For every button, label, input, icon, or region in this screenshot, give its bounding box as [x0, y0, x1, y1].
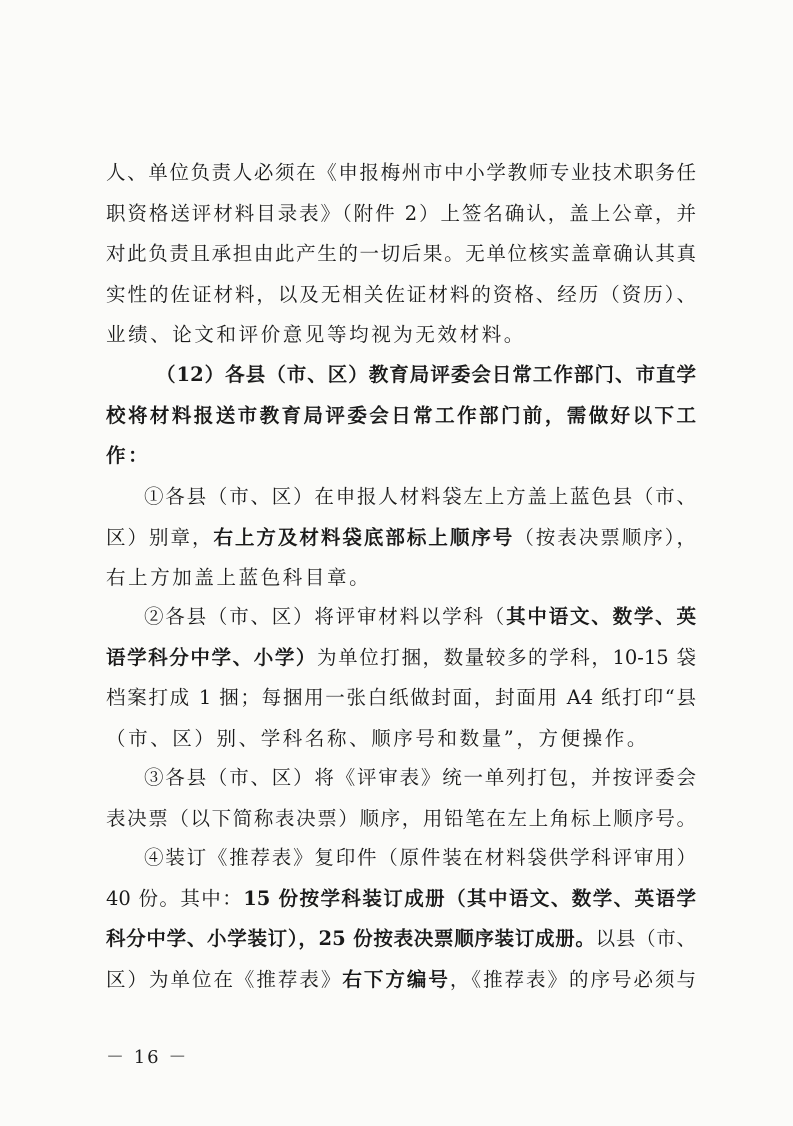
- text-run-bold: 15 份按学科装订成册（其中语文、数学、英语学: [243, 886, 696, 910]
- text-run: 业绩、论文和评价意见等均视为无效材料。: [106, 323, 526, 346]
- text-line: [106, 477, 696, 518]
- text-run: ④装订《推荐表》复印件（原件装在材料袋供学科评审用）: [144, 846, 696, 869]
- text-line: [106, 879, 696, 920]
- text-line: [106, 558, 696, 599]
- paragraph-step-1: [106, 477, 696, 599]
- text-run: 校将材料报送市教育局评委会日常工作部门前，需做好以下工: [106, 403, 696, 427]
- text-run: 人、单位负责人必须在《申报梅州市中小学教师专业技术职务任: [106, 161, 696, 184]
- text-run: （12）各县（市、区）教育局评委会日常工作部门、市直学: [156, 363, 696, 386]
- text-line: [106, 153, 696, 194]
- text-run: （按表决票顺序），: [514, 525, 696, 549]
- text-run: 档案打成 1 捆；每捆用一张白纸做封面，封面用 A4 纸打印“县: [106, 686, 696, 709]
- text-line: [106, 275, 696, 316]
- text-run: 区）为单位在《推荐表》: [106, 967, 343, 991]
- paragraph-step-2: [106, 597, 696, 759]
- text-line: [106, 436, 696, 477]
- text-run: ③各县（市、区）将《评审表》统一单列打包，并按评委会: [144, 766, 696, 789]
- text-run: 以县（市、: [595, 927, 696, 950]
- text-run: 表决票（以下简称表决票）顺序，用铅笔在左上角标上顺序号。: [106, 806, 696, 830]
- text-run: ，《推荐表》的序号必须与: [449, 967, 696, 991]
- text-run: ①各县（市、区）在申报人材料袋左上方盖上蓝色县（市、: [144, 485, 696, 508]
- text-run: 职资格送评材料目录表》（附件 2）上签名确认，盖上公章，并: [106, 201, 696, 225]
- text-run-bold: 科分中学、小学装订），25 份按表决票顺序装订成册。: [106, 927, 596, 950]
- text-run: ②各县（市、区）将评审材料以学科（: [144, 605, 507, 628]
- text-run: 40 份。其中：: [106, 886, 244, 910]
- page-number: － 16 －: [106, 1047, 189, 1068]
- text-run-bold: 右上方及材料袋底部标上顺序号: [213, 525, 515, 549]
- paragraph-item-12: [106, 355, 696, 477]
- text-run: 作：: [106, 444, 151, 467]
- text-line: [106, 234, 696, 275]
- text-line: [106, 960, 696, 1001]
- text-line: [106, 518, 696, 559]
- text-run: 区）别章，: [106, 525, 214, 549]
- text-line: [106, 719, 696, 760]
- text-line: [106, 919, 696, 960]
- text-line: [106, 638, 696, 679]
- text-line: [106, 758, 696, 799]
- text-line: [106, 315, 696, 356]
- text-run-bold: 其中语文、数学、英: [506, 605, 696, 628]
- text-run: 为单位打捆，数量较多的学科，10-15 袋: [317, 645, 696, 669]
- text-line: [106, 597, 696, 638]
- text-line: [106, 194, 696, 235]
- text-run-bold: 语学科分中学、小学）: [106, 645, 318, 669]
- text-line: [106, 355, 696, 396]
- text-line: [106, 799, 696, 840]
- text-run: （市、区）别、学科名称、顺序号和数量”，方便操作。: [106, 726, 649, 750]
- text-run: 对此负责且承担由此产生的一切后果。无单位核实盖章确认其真: [106, 242, 696, 265]
- text-run: 实性的佐证材料，以及无相关佐证材料的资格、经历（资历）、: [106, 282, 696, 306]
- text-run-bold: 右下方编号: [342, 967, 450, 991]
- paragraph-signature-requirement: [106, 153, 696, 356]
- text-line: [106, 678, 696, 719]
- text-line: [106, 838, 696, 879]
- text-line: [106, 396, 696, 437]
- text-run: 右上方加盖上蓝色科目章。: [106, 566, 372, 589]
- paragraph-step-4: [106, 838, 696, 1000]
- paragraph-step-3: [106, 758, 696, 839]
